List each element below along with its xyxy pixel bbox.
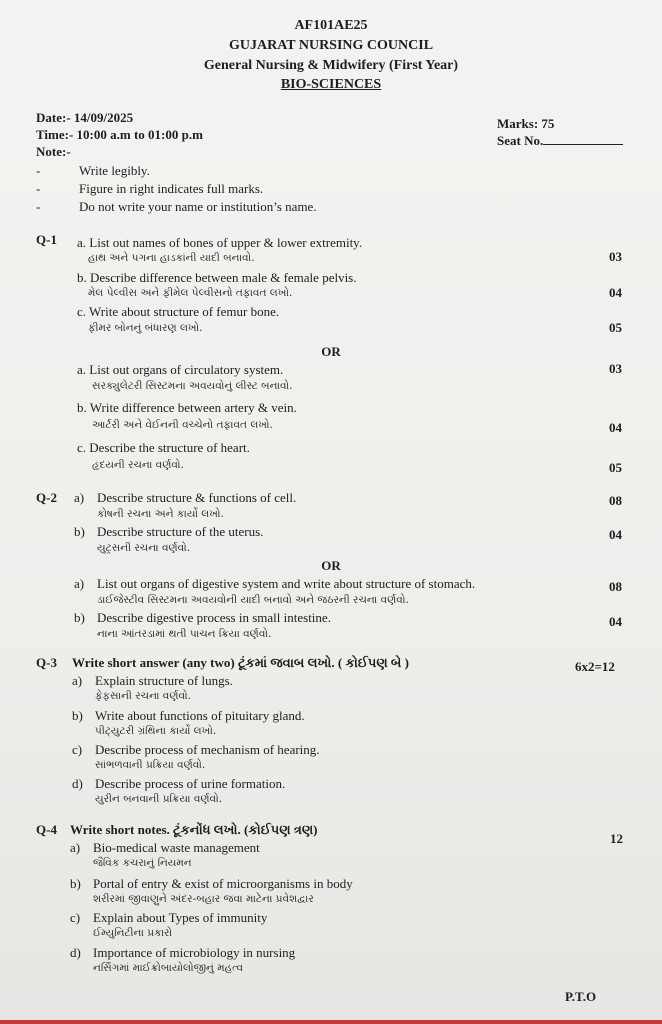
sub-question-tag: a): [74, 576, 85, 591]
question-marks: 12: [610, 831, 623, 846]
question-label: Q-3: [36, 655, 57, 670]
subject-title: BIO-SCIENCES: [280, 77, 382, 92]
question-text: c. Describe the structure of heart.: [77, 440, 250, 455]
sub-question-tag: d): [70, 945, 81, 960]
question-text: Explain about Types of immunity: [93, 910, 268, 925]
question-text-gujarati: શરીરમાં જીવાણુને અંદર-બહાર જવા માટેના પ્રવેશદ્વાર: [93, 893, 314, 905]
question-label: Q-2: [36, 490, 57, 505]
question-text-gujarati: ફીમર બોનનું બંધારણ લખો.: [88, 322, 203, 334]
question-marks: 04: [609, 420, 622, 435]
sub-question-tag: c): [70, 910, 81, 925]
question-text: Importance of microbiology in nursing: [93, 945, 296, 960]
question-text: a. List out names of bones of upper & lower extremity.: [77, 235, 363, 250]
seat-blank: [543, 133, 623, 145]
sub-question-tag: b): [74, 524, 85, 539]
question-text-gujarati: ફેફસાની રચના વર્ણવો.: [95, 690, 191, 702]
question-text-gujarati: હૃદયની રચના વર્ણવો.: [92, 459, 184, 471]
question-text-gujarati: ઈમ્યુનિટીના પ્રકારો: [93, 927, 173, 939]
note-item: Write legibly.: [79, 163, 150, 178]
sub-question-tag: d): [72, 776, 83, 791]
question-text: b. Describe difference between male & female pelvis.: [77, 270, 357, 285]
page-edge-strip: [0, 1020, 662, 1024]
question-text: Describe process of mechanism of hearing.: [95, 742, 320, 757]
sub-question-tag: b): [72, 708, 83, 723]
question-text-gujarati: ડાઈજેસ્ટીવ સિસ્ટમના અવયવોની યાદી બનાવો અને જઠરની રચના વર્ણવો.: [97, 594, 409, 606]
course-title: General Nursing & Midwifery (First Year): [203, 58, 459, 73]
pto-label: P.T.O: [565, 989, 597, 1004]
question-marks: 04: [609, 285, 622, 300]
question-text-gujarati: નર્સિંગમાં માઈક્રોબાયોલોજીનું મહત્વ: [93, 962, 244, 974]
question-marks: 03: [609, 249, 622, 264]
question-text: Write about functions of pituitary gland.: [95, 708, 305, 723]
question-text: Bio-medical waste management: [93, 840, 260, 855]
question-text: Describe structure of the uterus.: [97, 524, 264, 539]
question-heading: Write short notes. ટૂંકનોંધ લખો. (કોઈપણ ત્રણ): [70, 822, 318, 837]
sub-question-tag: b): [70, 876, 81, 891]
question-text-gujarati: જૈવિક કચરાનું નિયમન: [93, 857, 192, 869]
sub-question-tag: b): [74, 610, 85, 625]
question-text-gujarati: હાથ અને પગના હાડકાંની યાદી બનાવો.: [88, 252, 255, 264]
question-label: Q-4: [36, 822, 57, 837]
question-text: Describe process of urine formation.: [95, 776, 286, 791]
question-text-gujarati: પીટ્યુટરી ગ્રંથિના કાર્યો લખો.: [95, 725, 217, 737]
note-bullet: -: [36, 199, 41, 214]
question-marks: 6x2=12: [575, 659, 615, 674]
question-marks: 05: [609, 460, 622, 475]
question-marks: 03: [609, 361, 622, 376]
question-text-gujarati: સાંભળવાની પ્રક્રિયા વર્ણવો.: [95, 759, 206, 771]
sub-question-tag: a): [70, 840, 81, 855]
question-text-gujarati: આર્ટરી અને વેઈનની વચ્ચેનો તફાવત લખો.: [92, 419, 273, 431]
exam-date: Date:- 14/09/2025: [36, 110, 134, 125]
or-separator: OR: [321, 344, 341, 359]
note-item: Figure in right indicates full marks.: [79, 181, 264, 196]
note-bullet: -: [36, 181, 41, 196]
or-separator: OR: [321, 558, 341, 573]
question-text-gujarati: યુરીન બનવાની પ્રક્રિયા વર્ણવો.: [95, 793, 223, 805]
question-marks: 08: [609, 579, 622, 594]
question-text-gujarati: નાના આંતરડામાં થતી પાચન ક્રિયા વર્ણવો.: [97, 628, 272, 640]
question-heading: Write short answer (any two) ટૂંકમાં જવાબ લખો. ( કોઈપણ બે ): [72, 655, 409, 670]
question-text-gujarati: સરક્યુલેટરી સિસ્ટમના અવયવોનું લીસ્ટ બનાવો.: [92, 380, 293, 392]
question-text: Describe structure & functions of cell.: [97, 490, 297, 505]
sub-question-tag: a): [74, 490, 85, 505]
question-text: Describe digestive process in small intestine.: [97, 610, 331, 625]
sub-question-tag: a): [72, 673, 83, 688]
note-bullet: -: [36, 163, 41, 178]
question-text: b. Write difference between artery & vein.: [77, 400, 297, 415]
question-label: Q-1: [36, 232, 57, 247]
question-text: Explain structure of lungs.: [95, 673, 233, 688]
question-text-gujarati: યુટ્રસની રચના વર્ણવો.: [97, 542, 191, 554]
question-text: c. Write about structure of femur bone.: [77, 304, 280, 319]
seat-number: Seat No.: [497, 133, 623, 149]
paper-code: AF101AE25: [294, 18, 368, 33]
question-marks: 04: [609, 614, 622, 629]
question-marks: 05: [609, 320, 622, 335]
question-text: a. List out organs of circulatory system.: [77, 362, 284, 377]
question-text: List out organs of digestive system and write about structure of stomach.: [97, 576, 476, 591]
exam-time: Time:- 10:00 a.m to 01:00 p.m: [36, 127, 203, 142]
question-marks: 04: [609, 527, 622, 542]
total-marks: Marks: 75: [497, 116, 555, 131]
council-name: GUJARAT NURSING COUNCIL: [228, 38, 434, 53]
note-item: Do not write your name or institution’s name.: [79, 199, 317, 214]
sub-question-tag: c): [72, 742, 83, 757]
question-text-gujarati: કોષની રચના અને કાર્યો લખો.: [97, 508, 224, 520]
question-text: Portal of entry & exist of microorganisms in body: [93, 876, 353, 891]
note-label: Note:-: [36, 144, 71, 159]
question-marks: 08: [609, 493, 622, 508]
question-text-gujarati: મેલ પેલ્વીસ અને ફીમેલ પેલ્વીસનો તફાવત લખો.: [88, 287, 293, 299]
